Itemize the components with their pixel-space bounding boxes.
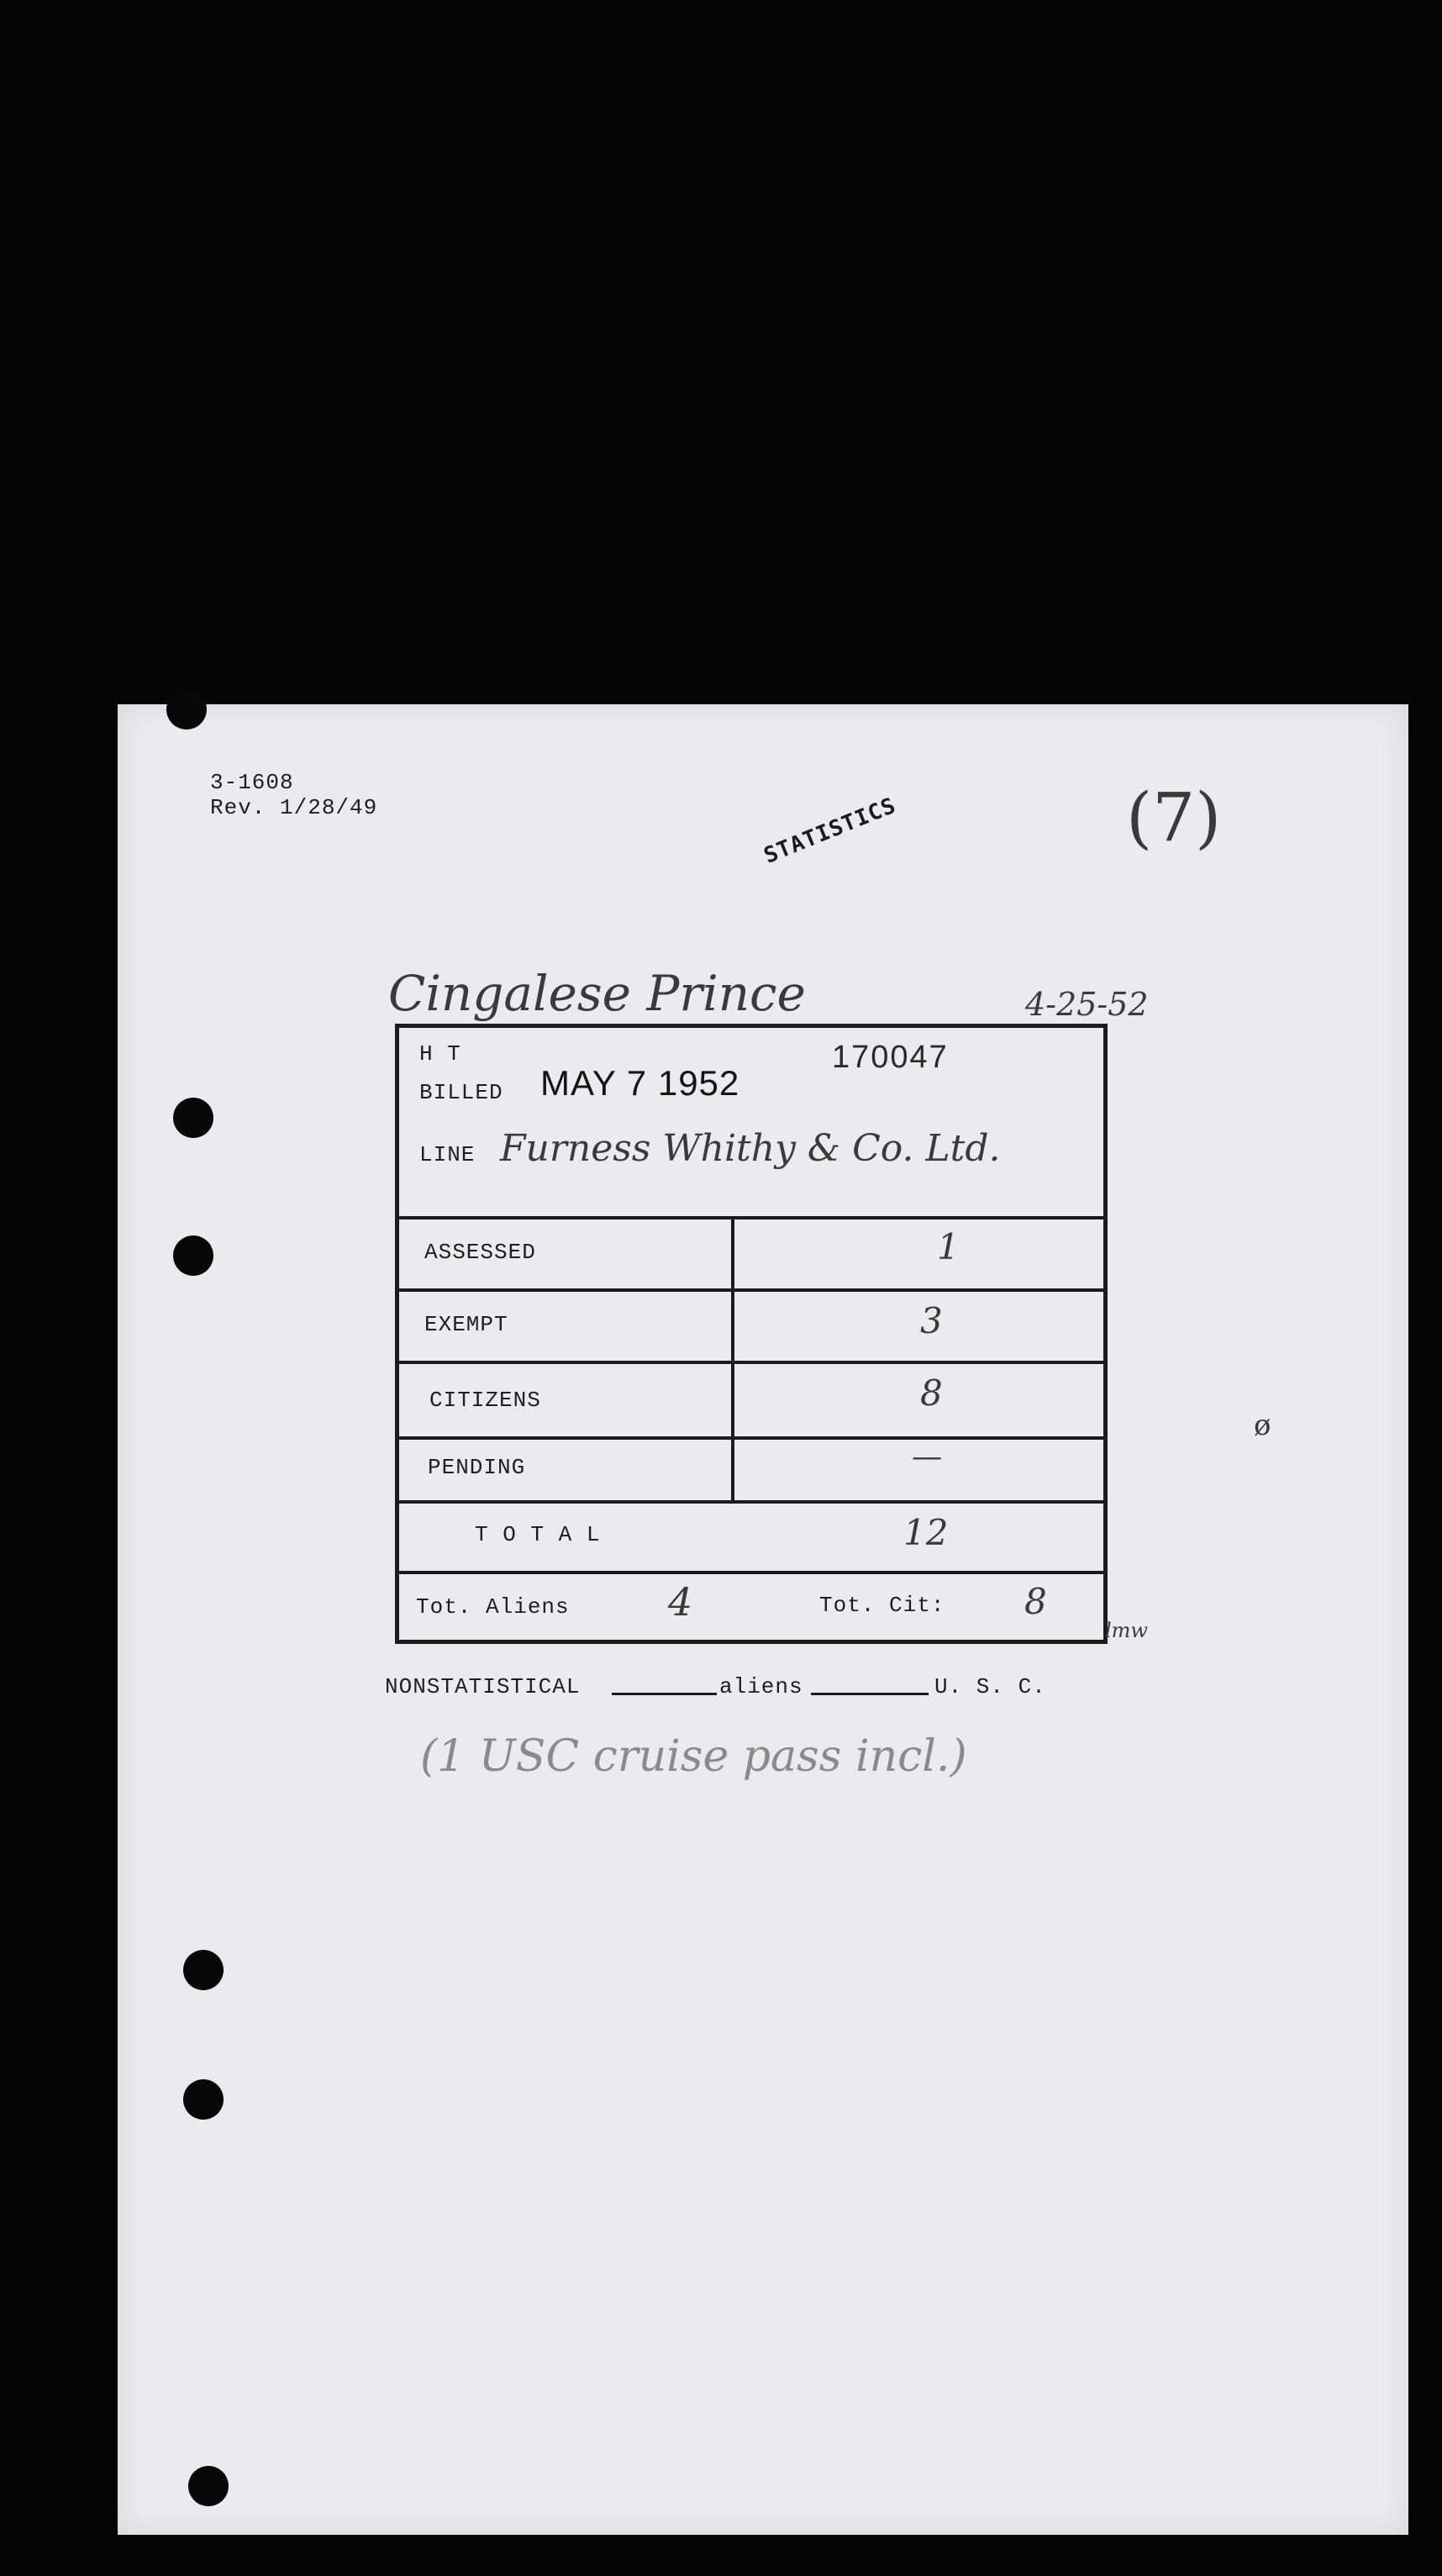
row-label-exempt: EXEMPT [424,1312,508,1337]
document-page [118,704,1408,2535]
row-value-assessed: 1 [937,1226,960,1267]
margin-mark: ø [1254,1409,1271,1442]
line-label: LINE [419,1142,476,1167]
row-label-assessed: ASSESSED [424,1240,536,1265]
divider [399,1216,1103,1220]
punch-hole [188,2466,229,2506]
arrival-date: 4-25-52 [1025,986,1149,1023]
blank-line [612,1693,717,1695]
vessel-name: Cingalese Prince [388,965,806,1022]
total-value: 12 [903,1512,949,1553]
ht-label: H T [419,1041,461,1067]
nonstatistical-usc: U. S. C. [934,1674,1046,1699]
billed-date-stamp: MAY 7 1952 [540,1063,740,1103]
total-aliens-value: 4 [668,1579,693,1625]
page-marker: (7) [1126,778,1222,856]
statistics-stamp: STATISTICS [760,793,900,869]
punch-hole [166,689,207,730]
divider [399,1436,1103,1440]
handwritten-note: (1 USC cruise pass incl.) [420,1731,967,1782]
billed-label: BILLED [419,1080,503,1105]
form-number: 3-1608 [210,770,294,795]
divider [399,1500,1103,1504]
total-aliens-label: Tot. Aliens [416,1594,570,1620]
punch-hole [183,1950,224,1990]
punch-hole [183,2079,224,2120]
row-value-exempt: 3 [920,1300,943,1341]
total-citizens-value: 8 [1024,1581,1047,1622]
row-value-citizens: 8 [920,1372,943,1414]
clerk-initials: lmw [1105,1619,1148,1642]
total-label: T O T A L [475,1522,601,1547]
row-value-pending: — [912,1440,942,1474]
divider [399,1361,1103,1364]
nonstatistical-label: NONSTATISTICAL [385,1674,581,1699]
punch-hole [173,1098,213,1138]
line-value: Furness Whithy & Co. Ltd. [500,1127,1001,1170]
nonstatistical-aliens: aliens [719,1674,803,1699]
total-citizens-label: Tot. Cit: [819,1593,945,1618]
row-label-pending: PENDING [428,1455,526,1480]
blank-line [811,1693,929,1695]
column-divider [731,1216,734,1504]
bill-number-stamp: 170047 [832,1040,949,1075]
form-revision: Rev. 1/28/49 [210,795,378,820]
punch-hole [173,1235,213,1276]
divider [399,1571,1103,1574]
statistics-table [395,1024,1108,1644]
divider [399,1288,1103,1292]
row-label-citizens: CITIZENS [429,1388,541,1413]
